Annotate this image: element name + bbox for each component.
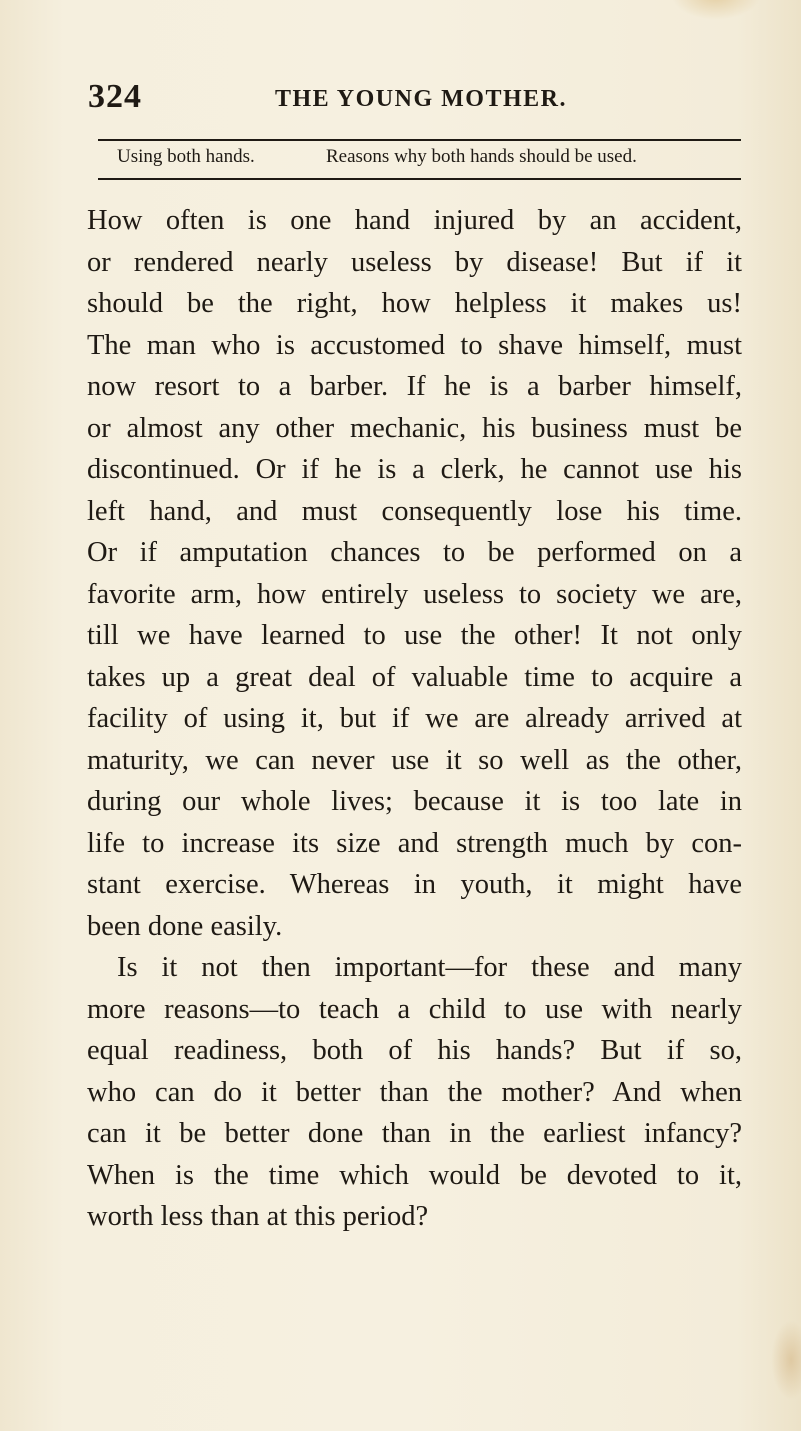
sidenote-right: Reasons why both hands should be used.	[326, 146, 637, 167]
paragraph-1	[87, 200, 742, 947]
text-line: during our whole lives; because it is too late in	[87, 786, 742, 817]
page-stain	[771, 1320, 801, 1400]
text-line: been done easily.	[87, 910, 283, 942]
text-line: or almost any other mechanic, his business must be	[87, 412, 742, 444]
text-line: facility of using it, but if we are already arrived at	[87, 703, 742, 734]
text-line: equal readiness, both of his hands? But if so,	[87, 1035, 742, 1066]
text-line: can it be better done than in the earliest infancy?	[87, 1118, 742, 1149]
text-line: Or if amputation chances to be performed on a	[87, 537, 742, 568]
text-line: How often is one hand injured by an accident,	[87, 205, 742, 236]
text-line: When is the time which would be devoted to it,	[87, 1159, 742, 1191]
text-line: stant exercise. Whereas in youth, it might have	[87, 869, 742, 900]
text-line: or rendered nearly useless by disease! But if it	[87, 246, 742, 278]
body-text	[87, 200, 742, 1238]
text-line: maturity, we can never use it so well as the other,	[87, 744, 742, 776]
paragraph-2	[87, 947, 742, 1238]
text-line: life to increase its size and strength much by con-	[87, 827, 742, 859]
text-line: left hand, and must consequently lose his time.	[87, 495, 742, 527]
text-line: worth less than at this period?	[87, 1201, 429, 1232]
sidenote-bar	[117, 146, 727, 172]
header-rule-top	[98, 139, 741, 141]
running-head	[88, 78, 748, 118]
sidenote-left: Using both hands.	[117, 146, 255, 167]
text-line: Is it not then important—for these and many	[117, 952, 742, 983]
page-stain	[671, 0, 761, 20]
page-number: 324	[88, 78, 142, 115]
text-line: The man who is accustomed to shave himself, must	[87, 329, 742, 361]
text-line: should be the right, how helpless it makes us!	[87, 288, 742, 319]
text-line: till we have learned to use the other! It not only	[87, 620, 742, 651]
header-rule-bottom	[98, 178, 741, 180]
text-line: favorite arm, how entirely useless to society we are,	[87, 578, 742, 610]
running-title: THE YOUNG MOTHER.	[275, 86, 567, 112]
text-line: who can do it better than the mother? And when	[87, 1076, 742, 1108]
text-line: now resort to a barber. If he is a barber himself,	[87, 371, 742, 402]
text-line: discontinued. Or if he is a clerk, he cannot use his	[87, 454, 742, 485]
text-line: takes up a great deal of valuable time to acquire a	[87, 661, 742, 693]
text-line: more reasons—to teach a child to use with nearly	[87, 993, 742, 1025]
